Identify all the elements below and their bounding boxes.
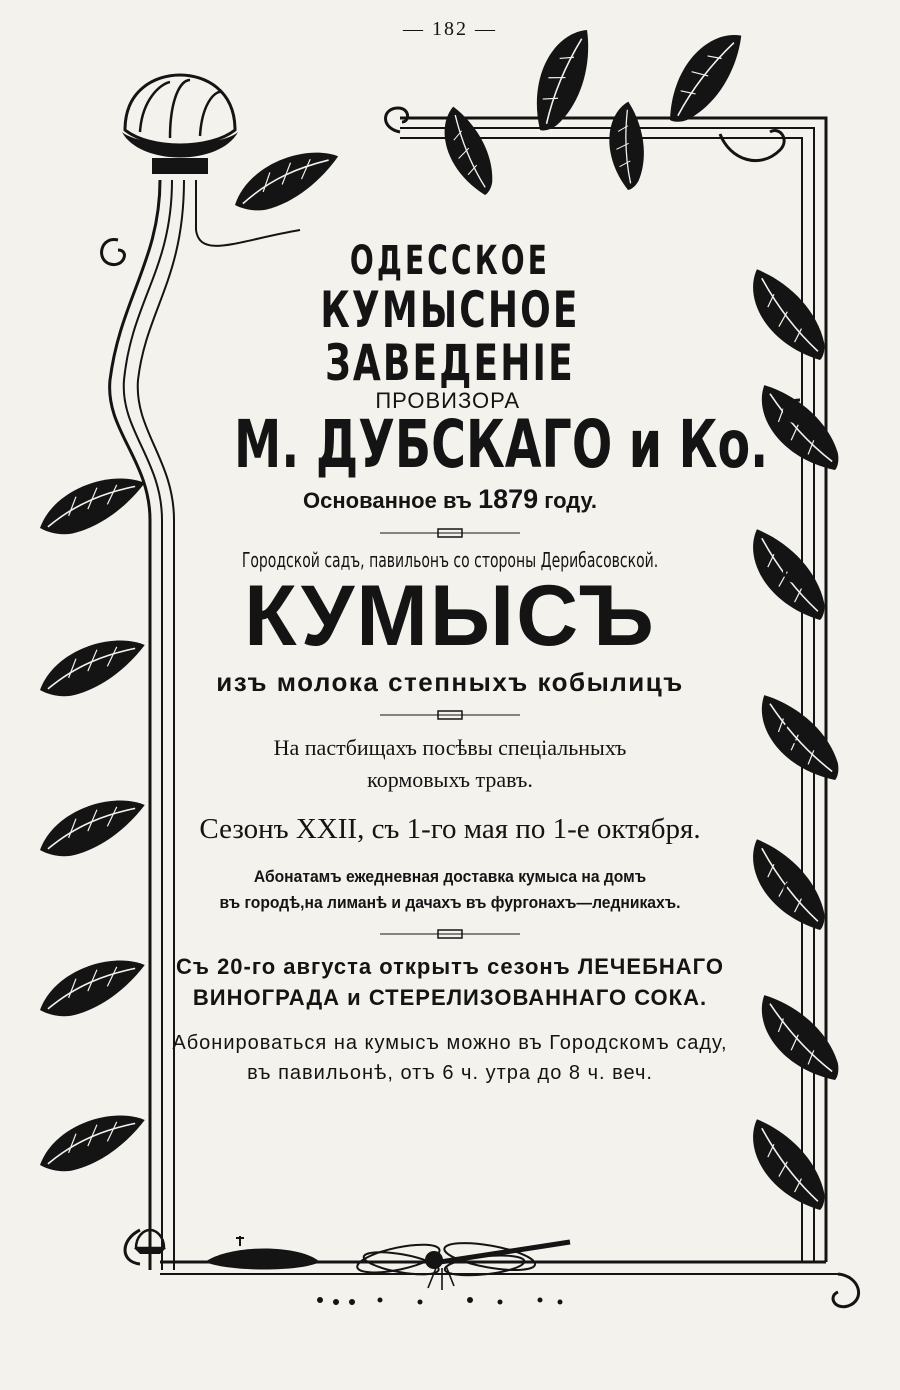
- water-dots: [317, 1297, 563, 1305]
- product-title: КУМЫСЪ: [244, 567, 656, 664]
- founded-line: [150, 485, 750, 513]
- heading-provisor: ПРОВИЗОРА: [375, 388, 520, 413]
- founded-suffix: году.: [544, 488, 597, 514]
- product-source: изъ молока степныхъ кобылицъ: [216, 666, 684, 697]
- location-line: Городской садъ, павильонъ со стороны Дерибасовской.: [241, 547, 659, 572]
- delivery-line-1: Абонатамъ ежедневная доставка кумыса на домъ: [253, 867, 647, 887]
- heading-odessa: ОДЕССКОЕ: [349, 238, 551, 284]
- left-leaves: [35, 474, 151, 1175]
- divider-3: [380, 929, 520, 939]
- august-line-2: ВИНОГРАДА и СТЕРЕЛИЗОВАННАГО СОКА.: [192, 985, 708, 1011]
- heading-establishment: КУМЫСНОЕ ЗАВЕДЕНІЕ: [320, 281, 580, 392]
- divider-1: [380, 528, 520, 538]
- subscribe-line-2: въ павильонѣ, отъ 6 ч. утра до 8 ч. веч.: [247, 1061, 653, 1084]
- advertisement-content: [150, 238, 769, 1088]
- founded-prefix: Основанное въ: [303, 488, 472, 514]
- dragonfly-icon: [355, 1238, 570, 1290]
- divider-2: [380, 710, 520, 720]
- page-number: — 182 —: [403, 18, 497, 40]
- bottom-leaf: [205, 1249, 320, 1270]
- pasture-line-1: На пастбищахъ посѣвы спеціальныхъ: [273, 735, 627, 761]
- delivery-line-2: въ городѣ,на лиманѣ и дачахъ въ фургонахъ—ледникахъ.: [219, 892, 681, 912]
- bottom-sprout: [236, 1236, 244, 1246]
- season-line: Сезонъ XXII, съ 1-го мая по 1-е октября.: [199, 812, 701, 845]
- water-lily-icon: [122, 75, 238, 174]
- founded-year: 1879: [478, 484, 539, 515]
- heading-owner-name: М. ДУБСКАГО и Ко.: [233, 406, 769, 484]
- august-line-1: Съ 20-го августа открытъ сезонъ ЛЕЧЕБНАГО: [176, 954, 724, 980]
- pasture-line-2: кормовыхъ травъ.: [367, 766, 533, 792]
- subscribe-line-1: Абонироваться на кумысъ можно въ Городскомъ саду,: [172, 1031, 728, 1054]
